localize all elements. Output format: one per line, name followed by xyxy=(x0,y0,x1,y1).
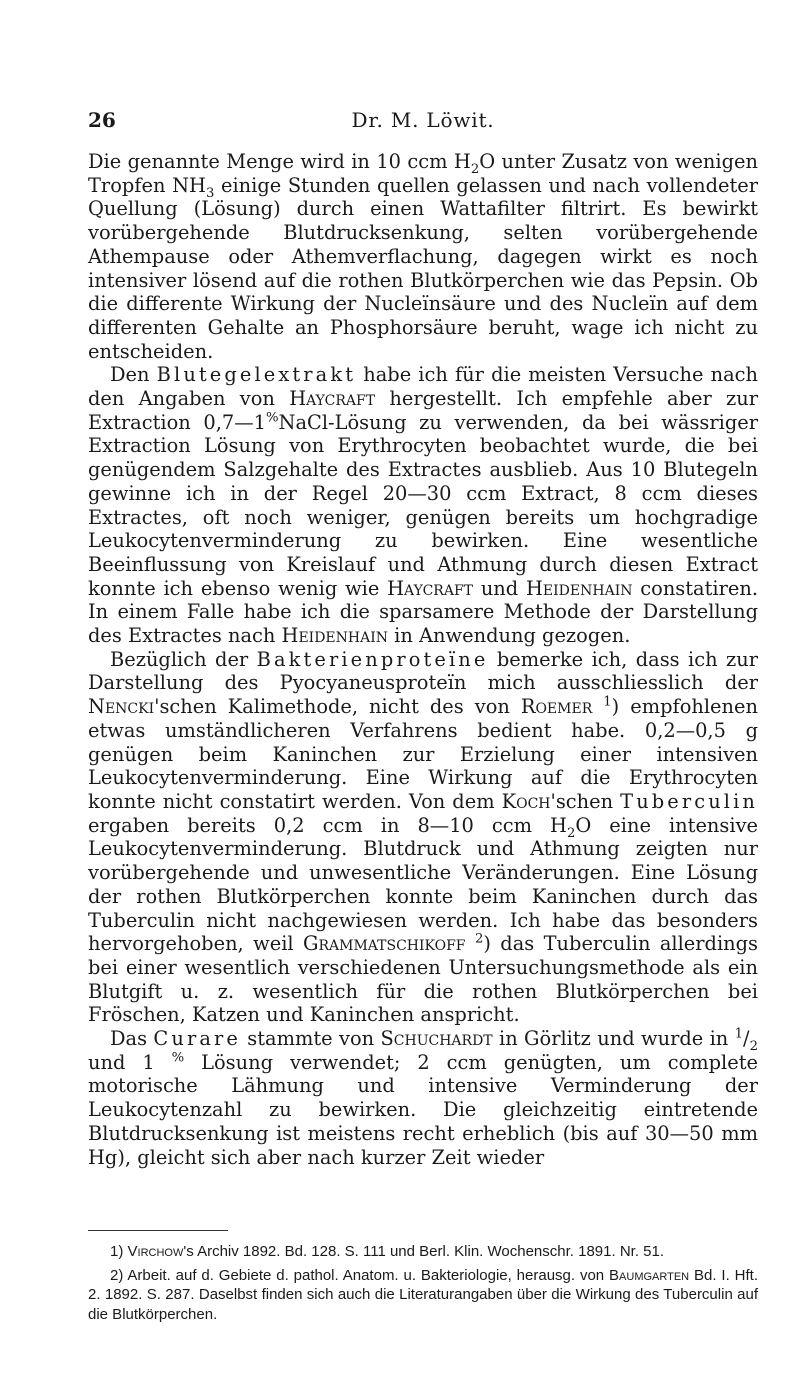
text: 'schen Kalimethode, nicht des von xyxy=(154,695,521,719)
text: 'schen xyxy=(550,789,621,813)
author-name: Baumgarten xyxy=(609,1266,690,1284)
text: NaCl-Lösung zu verwenden, da bei wässriger Extraction Lösung von Erythrocyten beobachtet wurde, die bei genügendem Salzgehalte des Extractes ausblieb. Aus 10 Blutegeln gewinne ich in der Regel 20—30 ccm Extract, 8 ccm dieses Extractes, oft noch weniger, genügen bereits um hochgradige Leukocytenverminderung zu bewirken. Eine wesentliche Beeinflussung von Kreislauf und Athmung durch diesen Extract konnte ich ebenso wenig wie xyxy=(88,410,758,600)
subscript: 3 xyxy=(205,185,215,201)
paragraph-curare: Das Curare stammte von Schuchardt in Görlitz und wurde in $^1/_2$ und 1 % Lösung verwendet; 2 ccm genügten, um complete motorische Lähmung und intensive Verminderung der Leukocytenzahl zu bewirken. Die gleichzeitig eintretende Blutdrucksenkung ist meistens recht erheblich (bis auf 30—50 mm Hg), gleicht sich aber nach kurzer Zeit wieder xyxy=(88,1026,758,1169)
text: constatiren. In einem Falle habe ich die sparsamere Methode der Darstellung des Extractes nach xyxy=(88,576,758,648)
running-head: Dr. M. Löwit. xyxy=(351,108,495,132)
text: in Anwendung gezogen. xyxy=(388,624,631,648)
spaced-term: Tuberculin xyxy=(620,789,759,813)
author-name: Haycraft xyxy=(289,387,376,411)
author-name: Grammatschikoff xyxy=(303,932,466,956)
footnotes xyxy=(88,1242,758,1328)
text: ) das Tuberculin allerdings bei einer wesentlich verschiedenen Untersuchungsmethode als ein Blutgift u. z. wesentlich für die rothen Blutkörperchen bei Fröschen, Katzen und Kaninchen anspricht. xyxy=(88,932,758,1027)
text: in Görlitz und wurde in xyxy=(492,1027,735,1051)
text: Den xyxy=(110,363,157,387)
footnote-ref-2[interactable]: 2 xyxy=(474,931,484,947)
text: und 1 xyxy=(88,1050,172,1074)
text: Das xyxy=(110,1027,154,1051)
text: bemerke ich, dass ich zur Darstellung des Pyocyaneusproteïn mich ausschliesslich der xyxy=(88,647,758,695)
text: 's Archiv 1892. Bd. 128. S. 111 und Berl. Klin. Wochenschr. 1891. Nr. 51. xyxy=(183,1243,665,1260)
text: O unter Zusatz von wenigen Tropfen NH xyxy=(88,150,758,197)
text: stammte von xyxy=(240,1027,381,1051)
paragraph-nuclein xyxy=(88,150,758,363)
paragraph-bakterienproteine xyxy=(88,648,758,1027)
spaced-term: Blutegelextrakt xyxy=(156,363,357,387)
text: ) empfohlenen etwas umständlicheren Verfahrens bedient habe. 0,2—0,5 g genügen beim Kaninchen zur Erzielung einer intensiven Leukocytenverminderung. Eine Wirkung auf die Erythrocyten konnte nicht constatirt werden. Von dem xyxy=(88,695,758,813)
footnote-2 xyxy=(88,1266,758,1325)
text: einige Stunden quellen gelassen und nach vollendeter Quellung (Lösung) durch einen Wattafilter filtrirt. Es bewirkt vorübergehende Blutdrucksenkung, selten vorübergehende Athempause oder Athemverflachung, dagegen wirkt es noch intensiver lösend auf die rothen Blutkörperchen wie das Pepsin. Ob die differente Wirkung der Nucleïnsäure und des Nucleïn auf dem differenten Gehalte an Phosphorsäure beruht, wage ich nicht zu entscheiden. xyxy=(88,173,758,363)
author-name: Heidenhain xyxy=(281,624,388,648)
author-name: Virchow xyxy=(127,1243,184,1260)
text: habe ich für die meisten Versuche nach den Angaben von xyxy=(88,363,758,411)
footnote-1 xyxy=(88,1242,758,1262)
subscript: 2 xyxy=(566,825,576,841)
page-number: 26 xyxy=(88,108,116,132)
footnote-divider xyxy=(88,1230,228,1231)
text: 1) xyxy=(110,1243,128,1260)
fraction-numerator: 1 xyxy=(734,1026,744,1042)
text: Die genannte Menge wird in 10 ccm H xyxy=(88,150,471,173)
spaced-term: Bakterienproteïne xyxy=(256,647,489,671)
author-name: Haycraft xyxy=(387,576,474,600)
page-header xyxy=(88,108,758,134)
text: Bd. I. Hft. 2. 1892. S. 287. Daselbst finden sich auch die Literaturangaben über die Wirkung des Tuberculin auf die Blutkörperchen. xyxy=(88,1266,758,1323)
text: Bezüglich der xyxy=(110,647,257,671)
author-name: Koch xyxy=(501,789,551,813)
author-name: Heidenhain xyxy=(526,576,633,600)
text: ergaben bereits 0,2 ccm in 8—10 ccm H xyxy=(88,813,567,837)
author-name: Roemer xyxy=(520,695,593,719)
spaced-term: Curare xyxy=(153,1027,241,1051)
text: 2) Arbeit. auf d. Gebiete d. pathol. Anatom. u. Bakteriologie, herausg. von xyxy=(110,1266,610,1284)
percent-sign: % xyxy=(265,410,279,426)
fraction-denominator: 2 xyxy=(749,1038,758,1054)
subscript: 2 xyxy=(470,161,480,177)
footnote-ref-1[interactable]: 1 xyxy=(603,694,612,710)
text: O eine intensive Leukocytenverminderung. Blutdruck und Athmung zeigten nur vorübergehende und unwesentliche Veränderungen. Eine Lösung der rothen Blutkörperchen konnte beim Kaninchen durch das Tuberculin nicht nachgewiesen werden. Ich habe das besonders hervorgehoben, weil xyxy=(88,813,758,956)
text: Lösung verwendet; 2 ccm genügten, um complete motorische Lähmung und intensive Verminderung der Leukocytenzahl zu bewirken. Die gleichzeitig eintretende Blutdrucksenkung ist meistens recht erheblich (bis auf 30—50 mm Hg), gleicht sich aber nach kurzer Zeit wieder xyxy=(88,1050,758,1169)
body-text xyxy=(88,150,758,1169)
author-name: Nencki xyxy=(88,695,155,719)
author-name: Schuchardt xyxy=(380,1027,493,1051)
text: und xyxy=(473,576,527,600)
text: hergestellt. Ich empfehle aber zur Extraction 0,7—1 xyxy=(88,387,759,434)
percent-sign: % xyxy=(171,1050,185,1066)
paragraph-blutegelextrakt xyxy=(88,363,758,647)
